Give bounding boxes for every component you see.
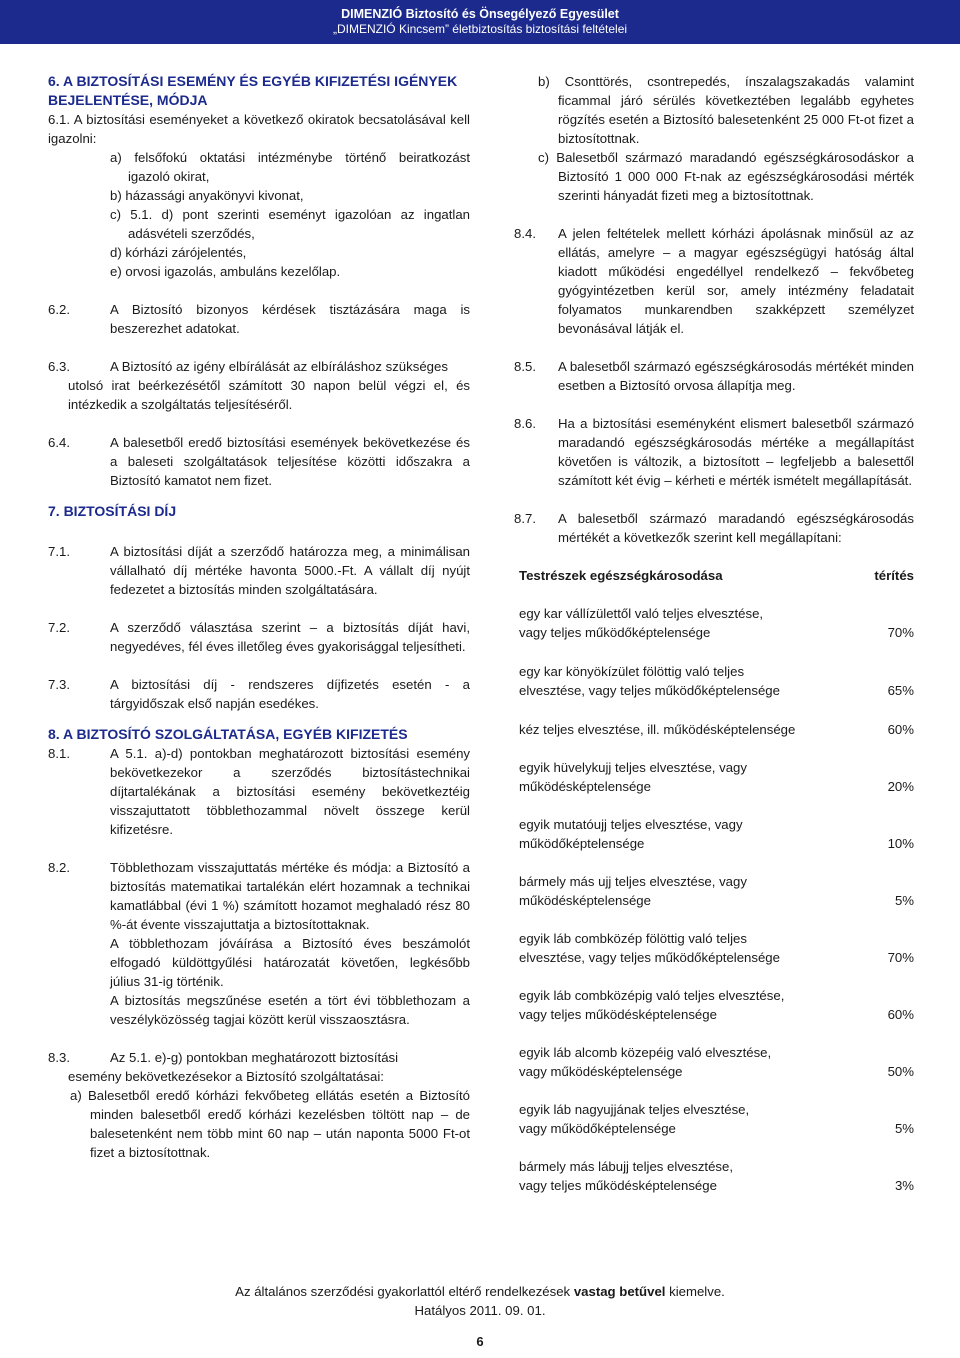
clause-text: Többlethozam visszajuttatás mértéke és módja: a Biztosító a biztosítás matematikai tartalékán elért hozamnak a technikai kamatlábbal (évi 1 %) számított hozamot meghaladó rész 80 %-át évente visszajuttatja a biztosítottaknak. bbox=[110, 860, 470, 932]
description-line: egyik mutatóujj teljes elvesztése, vagy bbox=[519, 817, 743, 832]
clause-text: A balesetből származó egészségkárosodás mértékét minden esetben a Biztosító orvosa állapítja meg. bbox=[558, 359, 914, 393]
table-cell-percentage: 60% bbox=[887, 1007, 914, 1022]
description-line: vagy működésképtelensége bbox=[519, 1064, 683, 1079]
clause-number: 8.5. bbox=[514, 359, 536, 374]
clause-number: 7.3. bbox=[48, 677, 70, 692]
table-cell-description bbox=[519, 986, 839, 1024]
description-line: egyik láb combközép fölöttig való teljes bbox=[519, 931, 747, 946]
table-body bbox=[519, 604, 914, 1195]
table-cell-description bbox=[519, 1043, 839, 1081]
table-cell-percentage: 70% bbox=[887, 625, 914, 640]
clause-number: 8.4. bbox=[514, 226, 536, 241]
description-line: egyik láb nagyujjának teljes elvesztése, bbox=[519, 1102, 750, 1117]
table-row bbox=[519, 758, 914, 796]
description-line: egy kar vállízülettől való teljes elvesztése, bbox=[519, 606, 764, 621]
table-cell-percentage: 3% bbox=[894, 1178, 914, 1193]
list-item: c) 5.1. d) pont szerinti eseményt igazolóan az ingatlan adásvételi szerződés, bbox=[110, 207, 470, 241]
clause-text: A 5.1. a)-d) pontokban meghatározott biztosítási esemény bekövetkezekor a szerződés biztosítástechnikai díjtartalékának a biztosítási esemény bekövetkeztéig visszajuttatott többlethozammal növelt összege kerül kifizetésre. bbox=[110, 746, 470, 837]
table-cell-description bbox=[519, 872, 839, 910]
description-line: vagy működőképtelensége bbox=[519, 1121, 676, 1136]
table-cell-percentage: 10% bbox=[887, 836, 914, 851]
table-row bbox=[519, 720, 914, 739]
table-header bbox=[519, 566, 914, 585]
table-cell-percentage: 5% bbox=[894, 1121, 914, 1136]
section-6-4 bbox=[48, 433, 470, 490]
section-8-7 bbox=[514, 509, 914, 547]
table-row bbox=[519, 1043, 914, 1081]
table-cell-percentage: 5% bbox=[894, 893, 914, 908]
table-row bbox=[519, 604, 914, 642]
section-6-1-list bbox=[48, 148, 470, 281]
table-cell-description bbox=[519, 720, 839, 739]
description-line: elvesztése, vagy teljes működőképtelensége bbox=[519, 683, 780, 698]
section-6-title: 6. A BIZTOSÍTÁSI ESEMÉNY ÉS EGYÉB KIFIZETÉSI IGÉNYEK BEJELENTÉSE, MÓDJA bbox=[48, 73, 458, 108]
clause-text: A szerződő választása szerint – a biztosítás díját havi, negyedéves, fél éves illetőleg éves gyakorisággal teljesítheti. bbox=[110, 620, 470, 654]
table-row bbox=[519, 872, 914, 910]
clause-text: Ha a biztosítási eseményként elismert balesetből származó maradandó egészségkárosodás mértéke a megállapítást követően is változik, a biztosított – legfeljebb a balesettől számított két évig – kérheti e mérték ismételt megállapítását. bbox=[558, 416, 914, 488]
description-line: egyik láb combközépig való teljes elvesztése, bbox=[519, 988, 785, 1003]
table-row bbox=[519, 815, 914, 853]
clause-text: A Biztosító az igény elbírálását az elbíráláshoz szükséges bbox=[110, 359, 448, 374]
description-line: vagy teljes működésképtelensége bbox=[519, 1007, 717, 1022]
description-line: egyik hüvelykujj teljes elvesztése, vagy bbox=[519, 760, 747, 775]
clause-text: A többlethozam jóváírása a Biztosító éves beszámolót elfogadó küldöttgyűlési határozatát követően, legkésőbb július 31-ig történik. bbox=[110, 936, 470, 989]
section-7-2 bbox=[48, 618, 470, 656]
clause-number: 6.4. bbox=[48, 435, 70, 450]
table-cell-description bbox=[519, 1157, 839, 1195]
clause-number: 8.1. bbox=[48, 746, 70, 761]
section-7-3 bbox=[48, 675, 470, 713]
section-8-4 bbox=[514, 224, 914, 338]
clause-number: 8.3. bbox=[48, 1050, 70, 1065]
section-6-1-text: 6.1. A biztosítási eseményeket a következő okiratok becsatolásával kell igazolni: bbox=[48, 112, 470, 146]
table-cell-percentage: 60% bbox=[887, 722, 914, 737]
table-row bbox=[519, 929, 914, 967]
clause-text: A biztosítási díját a szerződő határozza meg, a minimálisan vállalható díj mértéke havonta 5000.-Ft. A vállalt díj nyújt fedezetet a biztosítás minden szolgáltatására. bbox=[110, 544, 470, 597]
table-row bbox=[519, 1100, 914, 1138]
table-cell-description bbox=[519, 815, 839, 853]
clause-text: A jelen feltételek mellett kórházi ápolásnak minősül az az ellátás, amelyre – a magyar egészségügyi hatóság által kiadott működési engedéllyel rendelkező – fekvőbeteg gyógyintézetben kerül sor, amely intézmény feladatait folyamatos munkarendben szakképzett személyzet bevonásával látják el. bbox=[558, 226, 914, 336]
table-cell-percentage: 70% bbox=[887, 950, 914, 965]
section-6-1-intro bbox=[48, 110, 470, 148]
footer-legend bbox=[0, 1282, 960, 1301]
clause-number: 7.2. bbox=[48, 620, 70, 635]
list-item: a) Balesetből eredő kórházi fekvőbeteg ellátás esetén a Biztosító minden balesetből eredő kórházi kezelésben töltött nap – de balesetenként nem több mint 60 nap – után naponta 5000 Ft-ot fizet a biztosítottnak. bbox=[70, 1088, 470, 1160]
section-6-2 bbox=[48, 300, 470, 338]
footer-text: kiemelve. bbox=[665, 1284, 725, 1299]
description-line: elvesztése, vagy teljes működőképtelensége bbox=[519, 950, 780, 965]
clause-text: A balesetből eredő biztosítási események bekövetkezése és a baleseti szolgáltatások teljesítése közötti időszakra a Biztosító kamatot nem fizet. bbox=[110, 435, 470, 488]
list-item: b) házassági anyakönyvi kivonat, bbox=[110, 188, 304, 203]
compensation-table bbox=[519, 566, 914, 1195]
description-line: kéz teljes elvesztése, ill. működésképtelensége bbox=[519, 722, 796, 737]
clause-text-cont: utolsó irat beérkezésétől számított 30 napon belül végzi el, és intézkedik a szolgáltatás teljesítéséről. bbox=[68, 378, 470, 412]
footer-text: Az általános szerződési gyakorlattól eltérő rendelkezések bbox=[235, 1284, 574, 1299]
clause-number: 6.3. bbox=[48, 359, 70, 374]
list-item: d) kórházi zárójelentés, bbox=[110, 245, 247, 260]
document-subtitle: „DIMENZIÓ Kincsem” életbiztosítás biztosítási feltételei bbox=[332, 22, 628, 36]
list-item: c) Balesetből származó maradandó egészségkárosodáskor a Biztosító 1 000 000 Ft-nak az egészségkárosodási mérték szerinti hányadát fizeti meg a biztosítottnak. bbox=[538, 150, 914, 203]
clause-text: Az 5.1. e)-g) pontokban meghatározott biztosítási bbox=[110, 1050, 399, 1065]
description-line: egy kar könyökízület fölöttig való teljes bbox=[519, 664, 745, 679]
description-line: működésképtelensége bbox=[519, 893, 651, 908]
right-column bbox=[514, 72, 914, 1195]
section-7-1 bbox=[48, 542, 470, 599]
section-8-1 bbox=[48, 744, 470, 839]
footer-note bbox=[0, 1282, 960, 1320]
section-8-3 bbox=[48, 1048, 470, 1162]
footer-bold-text: vastag betűvel bbox=[573, 1284, 666, 1299]
table-row bbox=[519, 662, 914, 700]
organization-name: DIMENZIÓ Biztosító és Önsegélyező Egyesület bbox=[341, 7, 619, 21]
table-cell-description bbox=[519, 758, 839, 796]
document-header bbox=[0, 0, 960, 44]
description-line: egyik láb alcomb közepéig való elvesztése, bbox=[519, 1045, 772, 1060]
clause-text: A Biztosító bizonyos kérdések tisztázására maga is beszerezhet adatokat. bbox=[110, 302, 470, 336]
table-cell-description bbox=[519, 1100, 839, 1138]
table-header-left: Testrészek egészségkárosodása bbox=[519, 568, 723, 583]
section-8-5 bbox=[514, 357, 914, 395]
description-line: vagy teljes működőképtelensége bbox=[519, 625, 711, 640]
clause-number: 8.6. bbox=[514, 416, 536, 431]
clause-text: A balesetből származó maradandó egészségkárosodás mértékét a következők szerint kell megállapítani: bbox=[558, 511, 914, 545]
description-line: vagy teljes működésképtelensége bbox=[519, 1178, 717, 1193]
left-column bbox=[48, 72, 470, 1162]
clause-number: 6.2. bbox=[48, 302, 70, 317]
clause-text-cont: esemény bekövetkezésekor a Biztosító szolgáltatásai: bbox=[68, 1069, 384, 1084]
table-row bbox=[519, 1157, 914, 1195]
section-6-3 bbox=[48, 357, 470, 414]
table-cell-percentage: 20% bbox=[887, 779, 914, 794]
clause-number: 8.2. bbox=[48, 860, 70, 875]
effective-date: Hatályos 2011. 09. 01. bbox=[414, 1303, 546, 1318]
description-line: működésképtelensége bbox=[519, 779, 651, 794]
table-cell-percentage: 50% bbox=[887, 1064, 914, 1079]
table-cell-description bbox=[519, 604, 839, 642]
section-8-2 bbox=[48, 858, 470, 1029]
list-item: a) felsőfokú oktatási intézménybe történő beiratkozást igazoló okirat, bbox=[110, 150, 470, 184]
section-7-title: 7. BIZTOSÍTÁSI DÍJ bbox=[48, 503, 177, 519]
list-item: b) Csonttörés, csontrepedés, ínszalagszakadás valamint ficammal járó sérülés következtében legalább egyhetes rögzítés esetén a Biztosító balesetenként 25 000 Ft-ot fizet a biztosítottnak. bbox=[538, 74, 914, 146]
table-cell-description bbox=[519, 929, 839, 967]
clause-text: A biztosítási díj - rendszeres díjfizetés esetén - a tárgyidőszak első napján esedékes. bbox=[110, 677, 470, 711]
clause-number: 7.1. bbox=[48, 544, 70, 559]
table-header-right: térítés bbox=[874, 568, 914, 583]
list-item: e) orvosi igazolás, ambuláns kezelőlap. bbox=[110, 264, 341, 279]
page-number: 6 bbox=[476, 1334, 484, 1349]
table-cell-description bbox=[519, 662, 839, 700]
description-line: bármely más lábujj teljes elvesztése, bbox=[519, 1159, 734, 1174]
table-row bbox=[519, 986, 914, 1024]
description-line: működőképtelensége bbox=[519, 836, 645, 851]
description-line: bármely más ujj teljes elvesztése, vagy bbox=[519, 874, 747, 889]
table-cell-percentage: 65% bbox=[887, 683, 914, 698]
section-8-6 bbox=[514, 414, 914, 490]
section-8-title: 8. A BIZTOSÍTÓ SZOLGÁLTATÁSA, EGYÉB KIFIZETÉS bbox=[48, 726, 408, 742]
clause-text: A biztosítás megszűnése esetén a tört évi többlethozam a veszélyközösség tagjai között kerül visszaosztásra. bbox=[110, 993, 470, 1027]
clause-number: 8.7. bbox=[514, 511, 536, 526]
